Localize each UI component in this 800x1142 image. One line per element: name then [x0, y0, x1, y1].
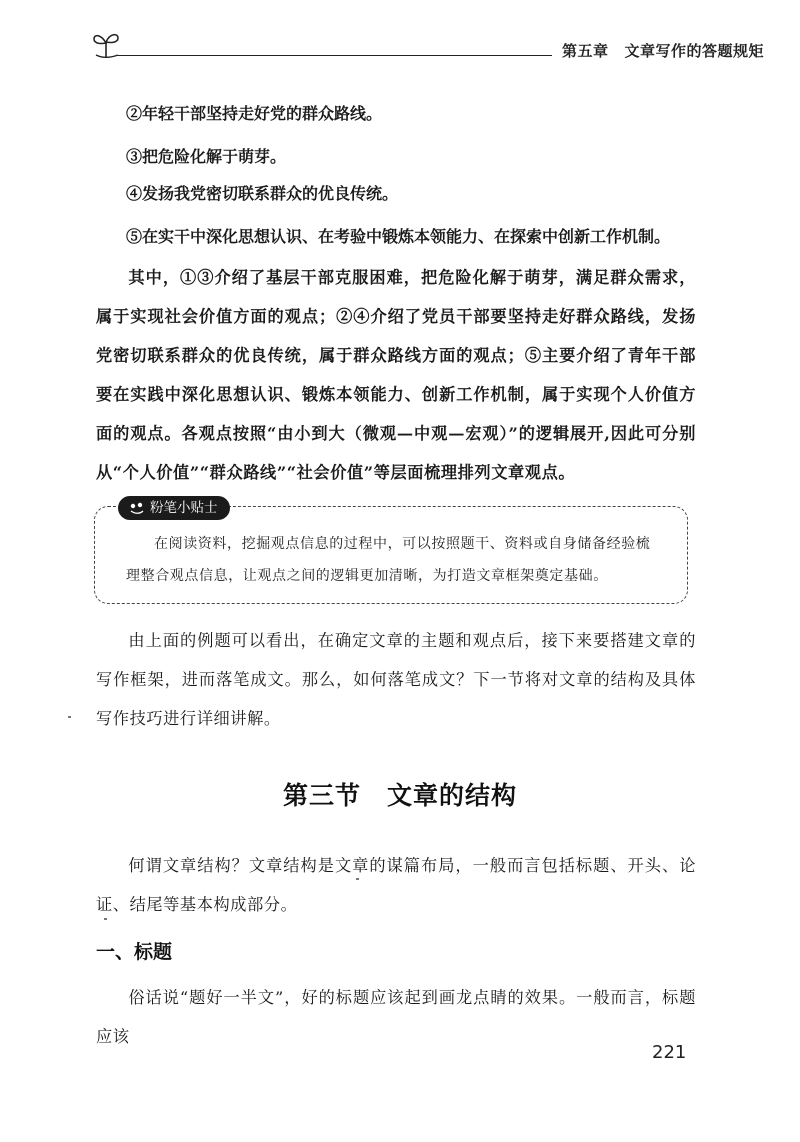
title-paragraph: 俗话说“题好一半文”，好的标题应该起到画龙点睛的效果。一般而言，标题应该 — [96, 988, 696, 1046]
transition-paragraph: 由上面的例题可以看出，在确定文章的主题和观点后，接下来要搭建文章的写作框架，进而落笔成文。那么，如何落笔成文？下一节将对文章的结构及具体写作技巧进行详细讲解。 — [96, 631, 696, 728]
header-title — [562, 40, 764, 61]
tip-text: 在阅读资料，挖掘观点信息的过程中，可以按照题干、资料或自身储备经验梳理整合观点信息，让观点之间的逻辑更加清晰，为打造文章框架奠定基础。 — [126, 536, 651, 584]
structure-paragraph: 何谓文章结构？文章结构是文章的谋篇布局，一般而言包括标题、开头、论证、结尾等基本构成部分。 — [96, 856, 696, 914]
sprout-dots-icon — [129, 501, 145, 515]
running-header — [92, 28, 765, 68]
tip-badge — [118, 496, 230, 520]
tip-label: 粉笔小贴士 — [150, 500, 218, 516]
page-number: 221 — [652, 1042, 687, 1063]
list-item: ④发扬我党密切联系群众的优良传统。 — [126, 184, 399, 203]
section-name: 文章的结构 — [387, 781, 518, 810]
list-item: ③把危险化解于萌芽。 — [126, 147, 287, 166]
section-title — [0, 776, 800, 812]
chapter-number: 第五章 — [562, 42, 609, 60]
chapter-title: 文章写作的答题规矩 — [624, 42, 765, 60]
section-number: 第三节 — [282, 781, 361, 810]
header-rule — [118, 55, 552, 56]
list-item: ②年轻干部坚持走好党的群众路线。 — [126, 104, 383, 123]
sprout-icon — [92, 28, 120, 60]
list-item: ⑤在实干中深化思想认识、在考验中锻炼本领能力、在探索中创新工作机制。 — [126, 227, 671, 246]
subsection-heading: 一、标题 — [96, 941, 173, 963]
analysis-paragraph: 其中，①③介绍了基层干部克服困难，把危险化解于萌芽，满足群众需求，属于实现社会价值方面的观点；②④介绍了党员干部要坚持走好群众路线，发扬党密切联系群众的优良传统，属于群众路线方面的观点；⑤主要介绍了青年干部要在实践中深化思想认识、锻炼本领能力、创新工作机制，属于实现个人价值方面的观点。各观点按照“由小到大（微观—中观—宏观）”的逻辑展开,因此可分别从“个人价值”“群众路线”“社会价值”等层面梳理排列文章观点。 — [96, 268, 696, 482]
scan-speck — [356, 878, 359, 880]
scan-speck — [68, 716, 71, 718]
scan-speck — [104, 918, 107, 920]
